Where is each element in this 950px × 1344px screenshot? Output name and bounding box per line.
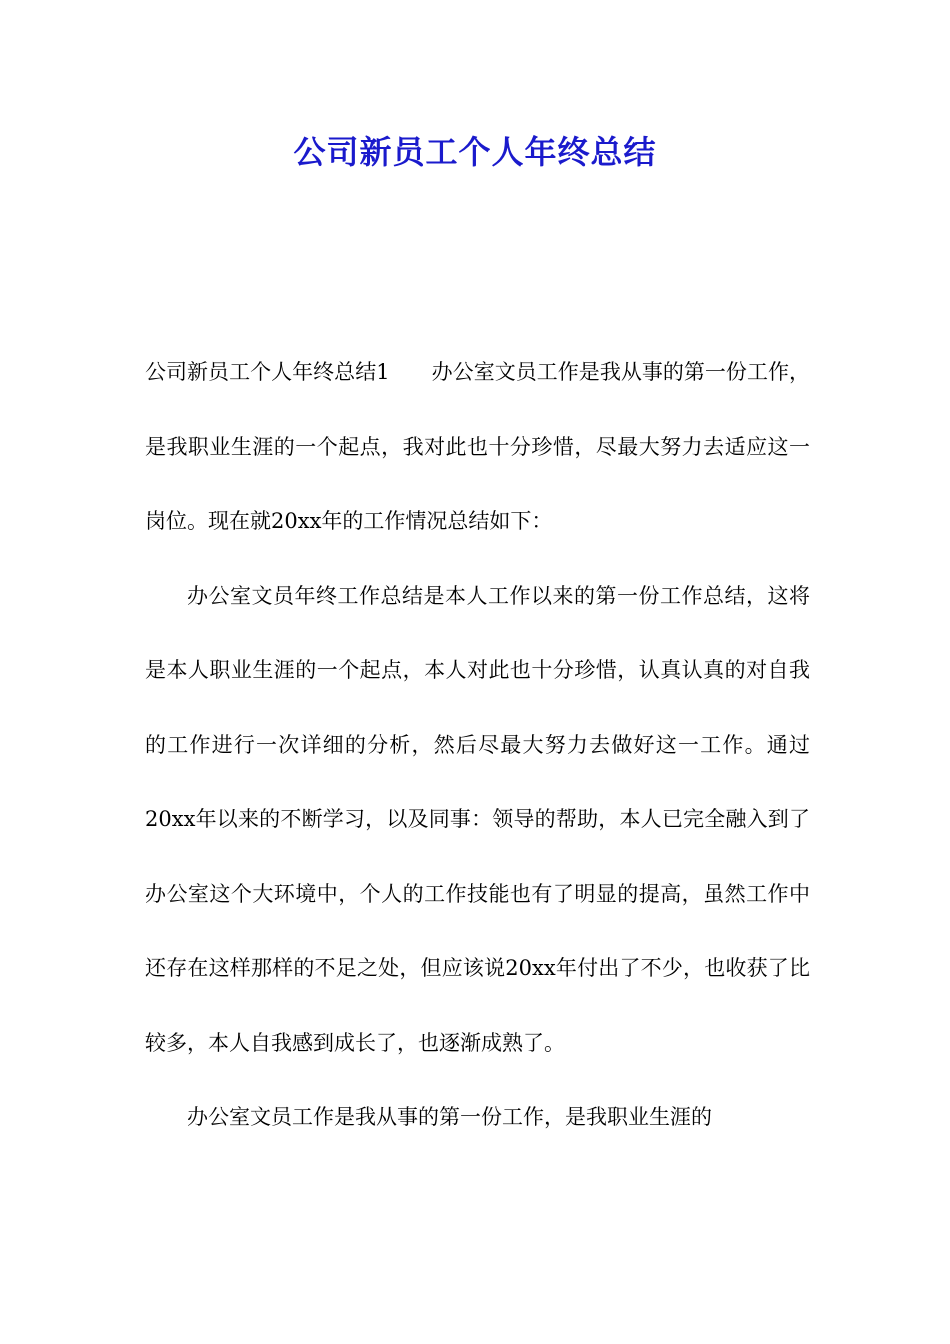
paragraph-2: 办公室文员年终工作总结是本人工作以来的第一份工作总结，这将是本人职业生涯的一个起点，本人对此也十分珍惜，认真认真的对自我的工作进行一次详细的分析，然后尽最大努力去做好这一工作。通过20xx年以来的不断学习，以及同事：领导的帮助，本人已完全融入到了办公室这个大环境中，个人的工作技能也有了明显的提高，虽然工作中还存在这样那样的不足之处，但应该说20xx年付出了不少，也收获了比较多，本人自我感到成长了，也逐渐成熟了。 <box>145 583 810 1055</box>
paragraph-3: 办公室文员工作是我从事的第一份工作，是我职业生涯的 <box>187 1105 712 1129</box>
document-title: 公司新员工个人年终总结 <box>293 133 657 171</box>
paragraph-1: 公司新员工个人年终总结1 办公室文员工作是我从事的第一份工作，是我职业生涯的一个起点，我对此也十分珍惜，尽最大努力去适应这一岗位。现在就20xx年的工作情况总结如下： <box>145 360 810 533</box>
document-body <box>145 335 810 1155</box>
